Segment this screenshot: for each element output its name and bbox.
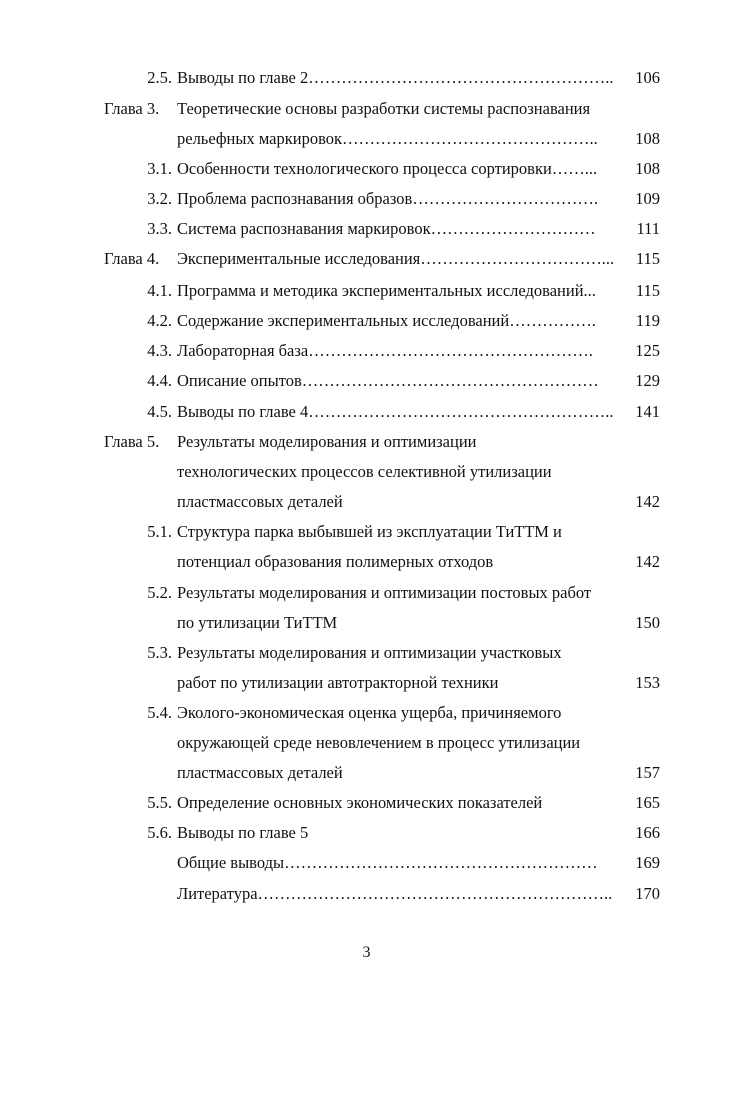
toc-entry-title: Литература……………………………………………………….. (177, 884, 613, 903)
toc-entry-title: Структура парка выбывшей из эксплуатации ТиТТМ и (177, 522, 562, 541)
toc-entry-number: 5.4. (147, 703, 172, 722)
toc-entry-page: 166 (635, 823, 660, 842)
toc-entry-page: 125 (635, 341, 660, 360)
toc-entry-number: 5.3. (147, 643, 172, 662)
toc-entry-title-continued: работ по утилизации автотракторной техники (177, 673, 499, 692)
toc-entry-title: Результаты моделирования и оптимизации постовых работ (177, 583, 592, 602)
toc-entry-title: Лабораторная база……………………………………………. (177, 341, 593, 360)
toc-entry-title-continued: технологических процессов селективной утилизации (177, 462, 552, 481)
page-number: 3 (362, 944, 371, 961)
toc-entry-number: 4.4. (147, 371, 172, 390)
toc-entry-title: Теоретические основы разработки системы распознавания (177, 99, 591, 118)
toc-entry-page: 106 (635, 68, 660, 87)
toc-entry-title: Определение основных экономических показателей (177, 793, 543, 812)
toc-entry-title: Особенности технологического процесса сортировки……... (177, 159, 598, 178)
toc-entry-page: 108 (635, 129, 660, 148)
toc-entry-page: 142 (635, 492, 660, 511)
toc-entry-page: 129 (635, 371, 660, 390)
toc-entry-title: Проблема распознавания образов……………………………. (177, 189, 598, 208)
toc-entry-title: Общие выводы………………………………………………… (177, 853, 598, 872)
toc-entry-title: Результаты моделирования и оптимизации участковых (177, 643, 562, 662)
toc-entry-number: Глава 4. (104, 249, 160, 268)
toc-entry-title-continued: пластмассовых деталей (177, 492, 343, 511)
toc-entry-number: 3.3. (147, 219, 172, 238)
toc-entry-number: Глава 3. (104, 99, 160, 118)
toc-entry-page: 165 (635, 793, 660, 812)
toc-entry-title: Описание опытов……………………………………………… (177, 371, 599, 390)
toc-entry-page: 109 (635, 189, 660, 208)
toc-entry-page: 142 (635, 552, 660, 571)
toc-entry-page: 150 (635, 613, 660, 632)
toc-entry-number: 3.1. (147, 159, 172, 178)
toc-entry-number: 4.1. (147, 281, 172, 300)
toc-entry-number: 5.1. (147, 522, 172, 541)
toc-entry-title-continued: по утилизации ТиТТМ (177, 613, 338, 632)
toc-entry-number: 5.6. (147, 823, 172, 842)
toc-entry-title: Экспериментальные исследования……………………………... (177, 249, 615, 268)
toc-entry-page: 169 (635, 853, 660, 872)
toc-entry-title-continued: пластмассовых деталей (177, 763, 343, 782)
toc-entry-page: 115 (635, 281, 660, 300)
toc-entry-title: Выводы по главе 2……………………………………………….. (177, 68, 614, 87)
toc-entry-title: Эколого-экономическая оценка ущерба, причиняемого (177, 703, 562, 722)
toc-entry-number: 4.5. (147, 402, 172, 421)
toc-entry-title: Выводы по главе 5 (177, 823, 309, 842)
toc-entry-page: 153 (635, 673, 660, 692)
toc-entry-title-continued: потенциал образования полимерных отходов (177, 552, 494, 571)
toc-entry-page: 157 (635, 763, 660, 782)
toc-entry-title: Содержание экспериментальных исследований……………. (177, 311, 596, 330)
toc-entry-number: 3.2. (147, 189, 172, 208)
toc-entry-number: 5.5. (147, 793, 172, 812)
toc-entry-page: 170 (635, 884, 660, 903)
toc-entry-title-continued: рельефных маркировок……………………………………….. (177, 129, 598, 148)
toc-entry-number: 5.2. (147, 583, 172, 602)
toc-entry-page: 108 (635, 159, 660, 178)
toc-entry-title: Система распознавания маркировок………………………… (177, 219, 596, 238)
toc-entry-title: Выводы по главе 4……………………………………………….. (177, 402, 614, 421)
toc-entry-page: 141 (635, 402, 660, 421)
toc-entry-number: 4.2. (147, 311, 172, 330)
toc-entry-title: Программа и методика экспериментальных исследований... (177, 281, 596, 300)
toc-entry-page: 111 (636, 219, 660, 238)
toc-entry-number: Глава 5. (104, 432, 160, 451)
toc-entry-title: Результаты моделирования и оптимизации (177, 432, 477, 451)
toc-entry-page: 115 (635, 249, 660, 268)
toc-entry-number: 4.3. (147, 341, 172, 360)
toc-entry-number: 2.5. (147, 68, 172, 87)
toc-entry-title-continued: окружающей среде невовлечением в процесс утилизации (177, 733, 581, 752)
toc-entry-page: 119 (635, 311, 660, 330)
